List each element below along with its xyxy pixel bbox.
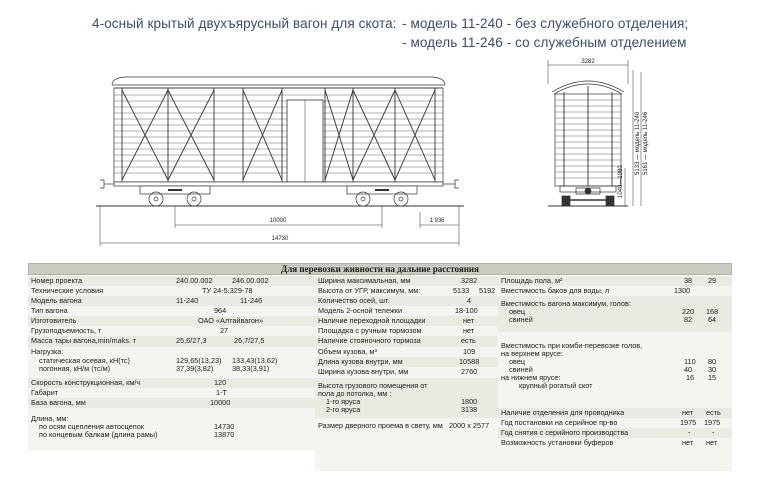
table-row: Вместимость при комби-перевозке голов, на верхнем ярусе: овец свиней на нижнем ярусе: крупный рогатый скот 110 80 40 30 16 15: [498, 332, 732, 408]
dim-height-11-246: 5161 — модель 11-246: [643, 111, 649, 175]
dim-overall-length: 14730: [271, 236, 289, 242]
end-view: [548, 60, 641, 206]
spec-column-capacity: [498, 276, 732, 471]
table-row: Высота от УГР, максимум, мм: 5133 5192: [315, 286, 498, 296]
dim-width: 3282: [581, 59, 595, 65]
table-row: Номер проекта 240.00.002 246.00.002: [28, 276, 315, 286]
table-row: Площадь пола, м² 38 29: [498, 276, 732, 286]
table-row: Масса тары вагона,min/maks. т 25,6/27,3 26,7/27,5: [28, 336, 315, 347]
table-row: Тип вагона 964: [28, 306, 315, 316]
table-row: Нагрузка: статическая осевая, кН(тс) погонная, кН/м (тс/м) 129,65(13,23) 133,43(13,62) 37,39(3,82) 38,33(3,91): [28, 347, 315, 378]
table-row: Изготовитель ОАО «Алтайвагон»: [28, 316, 315, 326]
table-row: Год постановки на серийное пр-во 1975 1975: [498, 418, 732, 428]
dim-offset: 1 936: [429, 218, 445, 224]
dim-bogie-base: 10000: [269, 218, 287, 224]
table-heading: Для перевозки живности на дальние расстояния: [28, 263, 732, 275]
spec-column-dimensions: [315, 276, 498, 471]
table-row: Технические условия ТУ 24-5.329-78: [28, 286, 315, 296]
table-row: Год снятия с серийного производства - -: [498, 428, 732, 438]
table-row: Высота грузового помещения от пола до потолка, мм : 1-го яруса 2-го яруса 1800 3138: [315, 378, 498, 418]
table-row: Модель 2-осной тележки 18-100: [315, 306, 498, 316]
title-model-11-246: - модель 11-246 - со служебным отделением: [402, 35, 687, 50]
table-row: Ширина кузова внутри, мм 2760: [315, 367, 498, 378]
table-row: Длина, мм: по осям сцепления автосцепок по концевым балкам (длина рамы) 14730 13870: [28, 408, 315, 451]
table-row: Наличие переходной площадки нет: [315, 316, 498, 326]
table-row: Наличие стояночного тормоза есть: [315, 336, 498, 347]
bogie-left: [140, 186, 210, 206]
table-row: Грузоподъемность, т 27: [28, 326, 315, 336]
table-row: Объем кузова, м³ 109: [315, 347, 498, 357]
dim-height-11-240: 5133 — модель 11-240: [635, 111, 641, 175]
table-row: Возможность установки буферов нет нет: [498, 438, 732, 471]
table-row: Модель вагона 11-240 11-246: [28, 296, 315, 306]
table-row: Вместимость вагона максимум, голов: овец свиней 220 168 82 64: [498, 296, 732, 332]
table-row: Размер дверного проема в свету, мм 2000 х 2577: [315, 418, 498, 471]
title-model-11-240: - модель 11-240 - без служебного отделения;: [402, 16, 689, 31]
table-row: Площадка с ручным тормозом нет: [315, 326, 498, 336]
table-row: Ширина максимальная, мм 3282: [315, 276, 498, 286]
bogie-right: [347, 186, 417, 206]
spec-column-general: [28, 276, 315, 471]
spec-table: [28, 263, 732, 471]
table-row: Наличие отделения для проводника нет есть: [498, 408, 732, 418]
table-row: Вместимость баков для воды, л 1300: [498, 286, 732, 296]
table-row: База вагона, мм 10000: [28, 398, 315, 408]
title-main: 4-осный крытый двухъярусный вагон для скота:: [92, 16, 397, 31]
table-row: Скорость конструкционная, км/ч 120: [28, 378, 315, 388]
table-row: Длина кузова внутри, мм 10588: [315, 357, 498, 367]
dim-coupler-height: 1040—1080: [618, 165, 624, 198]
table-row: Количество осей, шт. 4: [315, 296, 498, 306]
table-row: Габарит 1-Т: [28, 388, 315, 398]
